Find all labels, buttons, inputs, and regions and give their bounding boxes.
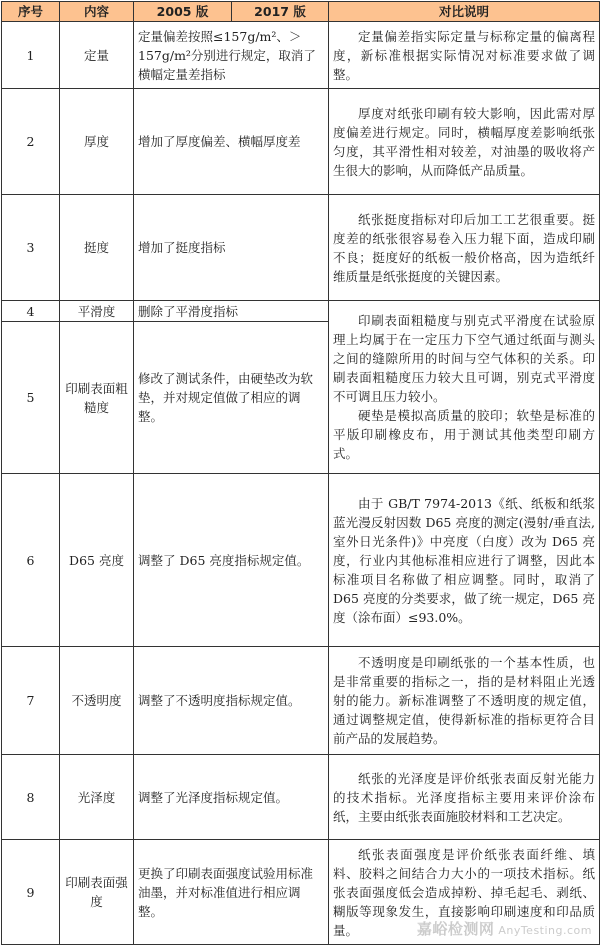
watermark-logo [417, 918, 592, 939]
row-note: 定量偏差指实际定量与标称定量的偏离程度，新标准根据实际情况对标准要求做了调整。 [329, 22, 600, 89]
row-item: 厚度 [60, 89, 134, 195]
row-item: 平滑度 [60, 301, 134, 322]
row-note: 由于 GB/T 7974-2013《纸、纸板和纸浆 蓝光漫反射因数 D65 亮度的测定(漫射/垂直法,室外日光条件)》中亮度（白度）改为 D65 亮度，行业内其他标准相应进行了调整，因此本标准项目名称做了相应调整。同时，取消了 D65 亮度的分类要求，做了统一规定，D65 亮度（涂布面）≤93.0%。 [329, 474, 600, 647]
row-change: 增加了厚度偏差、横幅厚度差 [134, 89, 329, 195]
comparison-table [1, 1, 600, 945]
row-note-shared: 印刷表面粗糙度与别克式平滑度在试验原理上均属于在一定压力下空气通过纸面与测头之间的缝隙所用的时间与空气体积的关系。印刷表面粗糙度压力较大且可调，别克式平滑度不可调且压力较小。 硬垫是模拟高质量的胶印；软垫是标准的平版印刷橡皮布，用于测试其他类型印刷方式。 [329, 301, 600, 474]
table-row [2, 755, 600, 840]
row-seq: 1 [2, 22, 60, 89]
watermark-text: 嘉峪检测网 [416, 920, 495, 938]
header-content: 内容 [60, 2, 134, 22]
row-seq: 7 [2, 647, 60, 755]
row-seq: 2 [2, 89, 60, 195]
row-change: 删除了平滑度指标 [134, 301, 329, 322]
row-seq: 8 [2, 755, 60, 840]
header-seq: 序号 [2, 2, 60, 22]
row-item: 印刷表面强度 [60, 840, 134, 945]
row-change: 调整了光泽度指标规定值。 [134, 755, 329, 840]
row-seq: 4 [2, 301, 60, 322]
header-2017: 2017 版 [232, 2, 329, 22]
table-row [2, 89, 600, 195]
row-note: 纸张挺度指标对印后加工工艺很重要。挺度差的纸张很容易卷入压力辊下面，造成印刷不良；挺度好的纸板一般价格高，因为造纸纤维质量是纸张挺度的关键因素。 [329, 195, 600, 301]
row-change: 修改了测试条件，由硬垫改为软垫，并对规定值做了相应的调整。 [134, 322, 329, 474]
table-row [2, 474, 600, 647]
row-change: 定量偏差按照≤157g/m²、＞157g/m²分别进行规定，取消了横幅定量差指标 [134, 22, 329, 89]
header-notes: 对比说明 [329, 2, 600, 22]
watermark-en: AnyTesting.com [498, 924, 592, 937]
row-seq: 5 [2, 322, 60, 474]
row-item: 印刷表面粗糙度 [60, 322, 134, 474]
row-seq: 6 [2, 474, 60, 647]
row-item: 光泽度 [60, 755, 134, 840]
row-item: 定量 [60, 22, 134, 89]
row-item: D65 亮度 [60, 474, 134, 647]
table-row [2, 647, 600, 755]
row-note: 厚度对纸张印刷有较大影响，因此需对厚度偏差进行规定。同时，横幅厚度差影响纸张匀度，其平滑性相对较差，对油墨的吸收将产生很大的影响，从而降低产品质量。 [329, 89, 600, 195]
row-note: 不透明度是印刷纸张的一个基本性质，也是非常重要的指标之一，指的是材料阻止光透射的能力。新标准调整了不透明度的规定值，通过调整规定值，使得新标准的指标更符合目前产品的发展趋势。 [329, 647, 600, 755]
row-note: 纸张的光泽度是评价纸张表面反射光能力的技术指标。光泽度指标主要用来评价涂布纸，主要由纸张表面施胶材料和工艺决定。 [329, 755, 600, 840]
row-item: 挺度 [60, 195, 134, 301]
header-row [2, 2, 600, 22]
row-change: 调整了不透明度指标规定值。 [134, 647, 329, 755]
table-row [2, 22, 600, 89]
table-row [2, 301, 600, 322]
row-change: 更换了印刷表面强度试验用标准油墨，并对标准值进行相应调整。 [134, 840, 329, 945]
table-row [2, 195, 600, 301]
header-2005: 2005 版 [134, 2, 232, 22]
row-change: 调整了 D65 亮度指标规定值。 [134, 474, 329, 647]
row-change: 增加了挺度指标 [134, 195, 329, 301]
row-seq: 9 [2, 840, 60, 945]
row-note: 纸张表面强度是评价纸张表面纤维、填料、胶料之间结合力大小的一项技术指标。纸张表面强度低会造成掉粉、掉毛起毛、剥纸、糊版等现象发生，直接影响印刷速度和印品质量。 [329, 840, 600, 945]
row-item: 不透明度 [60, 647, 134, 755]
row-seq: 3 [2, 195, 60, 301]
